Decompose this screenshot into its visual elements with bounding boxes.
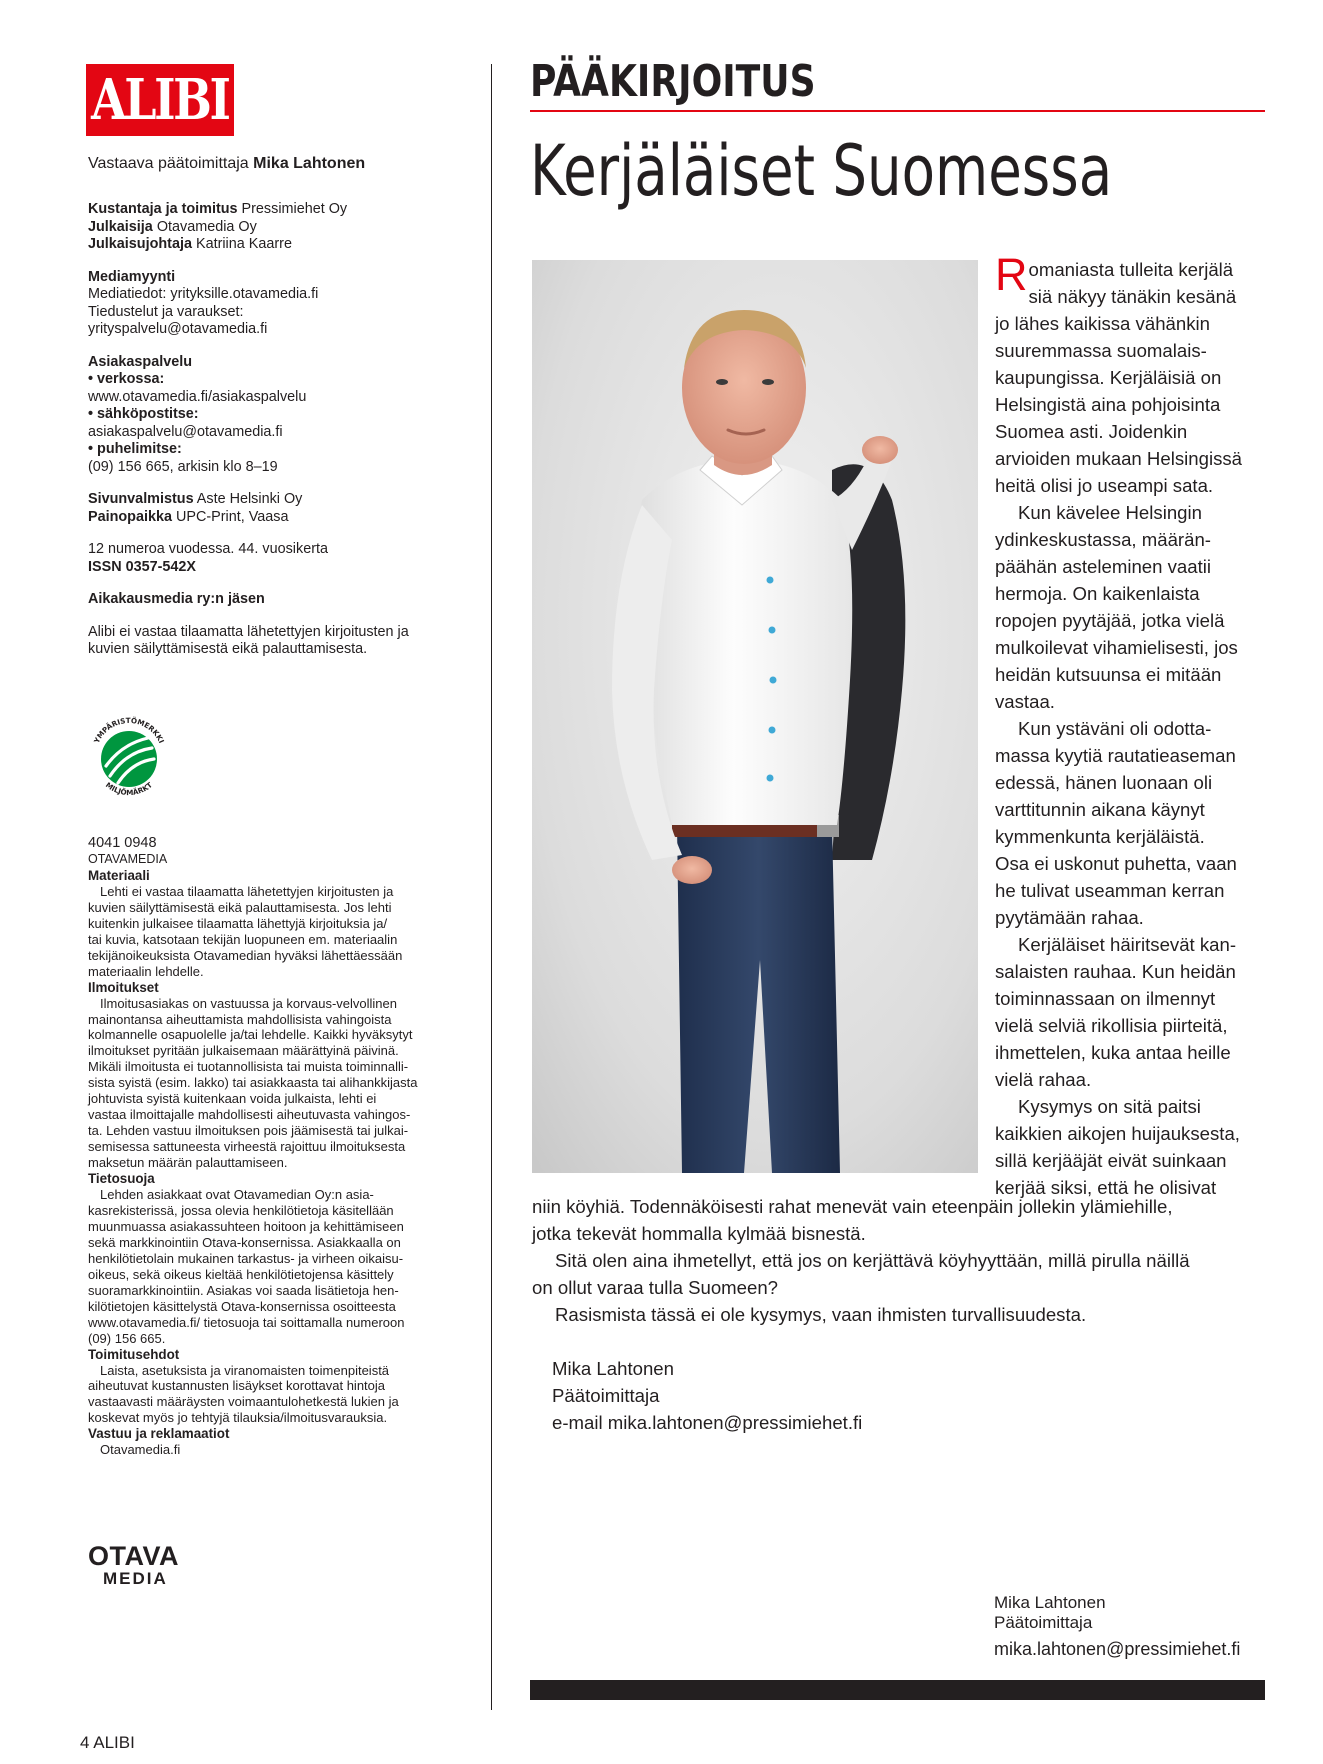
article-line: kerjää siksi, että he olisivat	[995, 1177, 1217, 1198]
article-column	[995, 249, 1265, 1201]
article-line: pyytämään rahaa.	[995, 907, 1144, 928]
fine-print-heading: Materiaali	[88, 867, 150, 883]
article-line: kaupungissa. Kerjäläisiä on	[995, 367, 1222, 388]
fine-print-line: koskevat myös jo tehtyjä tilauksia/ilmoitusvarauksia.	[88, 1410, 388, 1426]
publisher-info: Kustantaja ja toimitus Pressimiehet Oy Julkaisija Otavamedia Oy Julkaisujohtaja Katriina Kaarre	[88, 201, 348, 252]
article-line: toiminnassaan on ilmennyt	[995, 988, 1216, 1009]
fine-print-line: muunmuassa asiakassuhteen hoitoon ja kehittämiseen	[88, 1218, 404, 1234]
article-line: he tulivat useamman kerran	[995, 880, 1225, 901]
article-line: on ollut varaa tulla Suomeen?	[532, 1277, 779, 1298]
article-line: vastaa.	[995, 691, 1055, 712]
article-line: vielä rahaa.	[995, 1069, 1092, 1090]
issue-info: 12 numeroa vuodessa. 44. vuosikerta ISSN 0357-542X	[88, 541, 448, 576]
fine-print-line: kuitenkin julkaisee tilaamatta lähettyjä kirjoituksia ja/	[88, 915, 388, 931]
fine-print-line: tekijänoikeuksista Otavamedian hyväksi lähettäessään	[88, 947, 403, 963]
media-sales: Mediamyynti Mediatiedot: yrityksille.otavamedia.fi Tiedustelut ja varaukset: yrityspalvelu@otavamedia.fi	[88, 268, 319, 337]
article-line: kaikkien aikojen huijauksesta,	[995, 1123, 1240, 1144]
editor-in-chief: Vastaava päätoimittaja Mika Lahtonen	[88, 155, 366, 172]
fine-print-line: Lehden asiakkaat ovat Otavamedian Oy:n asia-	[100, 1187, 374, 1203]
fine-print-line: maksetun määrän palauttamiseen.	[88, 1155, 288, 1171]
editor-portrait-photo	[532, 260, 978, 1173]
fine-print-line: johtuvista syistä kuitenkaan voida julkaista, lehti ei	[88, 1091, 377, 1107]
fine-print-line: Lehti ei vastaa tilaamatta lähetettyjen kirjoitusten ja	[100, 883, 394, 899]
fine-print-line: semisessa sattuneesta virheestä rajoittuu ilmoituksesta	[88, 1139, 406, 1155]
article-line: Kun ystäväni oli odotta-	[1018, 718, 1212, 739]
fine-print	[88, 834, 450, 1458]
article-line: päähän asteleminen vaatii	[995, 556, 1212, 577]
article-line: heidän kutsuunsa ei mitään	[995, 664, 1222, 685]
byline-email: mika.lahtonen@pressimiehet.fi	[994, 1639, 1241, 1659]
fine-print-line: kasrekisterissä, jossa olevia henkilötietoja käsitellään	[88, 1202, 394, 1218]
page-number: 4 ALIBI	[80, 1733, 135, 1752]
fine-print-line: sekä markkinointiin Otava-konsernissa. Asiakkaalla on	[88, 1234, 401, 1250]
fine-print-line: suoramarkkinointiin. Asiakas voi saada lisätietoja hen-	[88, 1282, 399, 1298]
article-line: ropojen pyytäjää, jotka vielä	[995, 610, 1225, 631]
fine-print-line: kilötietojen käsittelystä Otava-konsernissa osoitteesta	[88, 1298, 396, 1314]
drop-cap: R	[995, 249, 1028, 300]
fine-print-line: ta. Lehden vastuu ilmoituksen pois jäämisestä tai julkai-	[88, 1123, 409, 1139]
article-signature: Mika Lahtonen Päätoimittaja e-mail mika.lahtonen@pressimiehet.fi	[552, 1355, 862, 1436]
fine-print-line: tai kuvia, katsotaan tekijän luopuneen em. materiaalin	[88, 931, 398, 947]
article-line: siä näkyy tänäkin kesänä	[1028, 286, 1237, 307]
headline: Kerjäläiset Suomessa	[530, 130, 1113, 212]
article-line: suuremmassa suomalais-	[995, 340, 1207, 361]
article-line: Helsingistä aina pohjoisinta	[995, 394, 1221, 415]
article-line: ydinkeskustassa, määrän-	[995, 529, 1211, 550]
fine-print-line: aiheutuvat kustannusten lisäykset korottavat hintoja	[88, 1378, 386, 1394]
fine-print-line: kuvien säilyttämisestä eikä palauttamisesta. Jos lehti	[88, 899, 392, 915]
svg-text:YMPÄRISTÖMERKKI: YMPÄRISTÖMERKKI	[91, 715, 167, 745]
article-line: ihmettelen, kuka antaa heille	[995, 1042, 1231, 1063]
customer-service-web: www.otavamedia.fi/asiakaspalvelu	[88, 388, 307, 405]
membership: Aikakausmedia ry:n jäsen	[88, 591, 265, 607]
article-line: salaisten rauhaa. Kun heidän	[995, 961, 1236, 982]
fine-print-line: mainontansa aiheuttamista mahdollisista vahingoista	[88, 1011, 392, 1027]
fine-print-heading: Tietosuoja	[88, 1171, 155, 1187]
customer-service-email: asiakaspalvelu@otavamedia.fi	[88, 423, 283, 440]
article-line: varttitunnin aikana käynyt	[995, 799, 1205, 820]
svg-text:MILJÖMÄRKT: MILJÖMÄRKT	[103, 780, 155, 798]
article-line: arvioiden mukaan Helsingissä	[995, 448, 1243, 469]
fine-print-line: vastaavasti määräysten voimaantulohetkestä lukien ja	[88, 1394, 399, 1410]
customer-service: Asiakaspalvelu • verkossa: www.otavamedia.fi/asiakaspalvelu • sähköpostitse: asiakaspalvelu@otavamedia.fi • puhelimitse: (09) 156 665, arkisin klo 8–19	[88, 354, 448, 477]
article-line: mulkoilevat vihamielisesti, jos	[995, 637, 1238, 658]
fine-print-heading: Ilmoitukset	[88, 979, 159, 995]
article-line: Sitä olen aina ihmetellyt, että jos on kerjättävä köyhyyttään, millä pirulla näillä	[555, 1250, 1190, 1271]
production-info: Sivunvalmistus Aste Helsinki Oy Painopaikka UPC-Print, Vaasa	[88, 491, 303, 525]
article-line: niin köyhiä. Todennäköisesti rahat menevät vain eteenpäin jollekin ylämiehille,	[532, 1196, 1173, 1217]
fine-print-line: Otavamedia.fi	[100, 1442, 181, 1458]
article-line: kymmenkunta kerjäläistä.	[995, 826, 1205, 847]
fine-print-line: oikeus, sekä oikeus kieltää henkilötietojensa käsittely	[88, 1266, 394, 1282]
fine-print-heading: Vastuu ja reklamaatiot	[88, 1426, 230, 1442]
fine-print-line: henkilötietolain mukainen tarkastus- ja virheen oikaisu-	[88, 1250, 404, 1266]
fine-print-line: vastaa ilmoittajalle mahdollisesti aiheutuvasta vahingos-	[88, 1107, 411, 1123]
article-line: hermoja. On kaikenlaista	[995, 583, 1200, 604]
article-continuation	[532, 1193, 1272, 1328]
byline	[994, 1593, 1240, 1660]
alibi-logo: ALIBI	[86, 64, 234, 136]
fine-print-line: Ilmoitusasiakas on vastuussa ja korvaus-velvollinen	[100, 995, 397, 1011]
ecolabel-org: OTAVAMEDIA	[88, 852, 168, 866]
otava-media-logo: OTAVA MEDIA	[88, 1541, 179, 1588]
article-line: jo lähes kaikissa vähänkin	[995, 313, 1210, 334]
fine-print-line: materiaalin lehdelle.	[88, 963, 204, 979]
signature-email: e-mail mika.lahtonen@pressimiehet.fi	[552, 1412, 863, 1433]
column-divider	[491, 64, 492, 1710]
fine-print-line: Mikäli ilmoitusta ei tuotannollisista tai muista toiminnalli-	[88, 1059, 409, 1075]
article-line: Kerjäläiset häiritsevät kan-	[1018, 934, 1237, 955]
section-title: PÄÄKIRJOITUS	[530, 56, 816, 107]
byline-name: Mika Lahtonen	[994, 1593, 1106, 1612]
article-line: Rasismista tässä ei ole kysymys, vaan ihmisten turvallisuudesta.	[555, 1304, 1087, 1325]
fine-print-heading: Toimitusehdot	[88, 1346, 180, 1362]
article-line: sillä kerjääjät eivät suinkaan	[995, 1150, 1227, 1171]
section-rule	[530, 110, 1265, 112]
fine-print-line: kolmannelle osapuolelle ja/tai lehdelle. Kaikki hyväksytyt	[88, 1027, 413, 1043]
article-line: vielä selviä rikollisia piirteitä,	[995, 1015, 1228, 1036]
article-line: Osa ei uskonut puhetta, vaan	[995, 853, 1237, 874]
footer-bar	[530, 1680, 1265, 1700]
customer-service-phone: (09) 156 665, arkisin klo 8–19	[88, 458, 278, 475]
article-line: omaniasta tulleita kerjälä	[1028, 259, 1234, 280]
issn: ISSN 0357-542X	[88, 558, 197, 575]
fine-print-line: ilmoitukset pyritään julkaisemaan määrättyinä päivinä.	[88, 1043, 399, 1059]
fine-print-line: www.otavamedia.fi/ tietosuoja tai soittamalla numeroon	[88, 1314, 405, 1330]
article-line: Kysymys on sitä paitsi	[1018, 1096, 1201, 1117]
article-line: edessä, hänen luonaan oli	[995, 772, 1213, 793]
article-line: Kun kävelee Helsingin	[1018, 502, 1202, 523]
disclaimer: Alibi ei vastaa tilaamatta lähetettyjen kirjoitusten ja kuvien säilyttämisestä eikä palauttamisesta.	[88, 623, 409, 657]
article-line: heitä olisi jo useampi sata.	[995, 475, 1214, 496]
fine-print-line: Laista, asetuksista ja viranomaisten toimenpiteistä	[100, 1362, 390, 1378]
ecolabel-code: 4041 0948	[88, 835, 157, 851]
article-line: Suomea asti. Joidenkin	[995, 421, 1188, 442]
article-line: massa kyytiä rautatieaseman	[995, 745, 1236, 766]
nordic-swan-ecolabel-icon	[88, 714, 170, 822]
colophon	[88, 154, 448, 674]
byline-role: Päätoimittaja	[994, 1612, 1093, 1632]
article-line: jotka tekevät hommalla kylmää bisnestä.	[532, 1223, 866, 1244]
fine-print-line: (09) 156 665.	[88, 1330, 166, 1346]
fine-print-line: sista syistä (esim. lakko) tai asiakkaasta tai alihankkijasta	[88, 1075, 418, 1091]
